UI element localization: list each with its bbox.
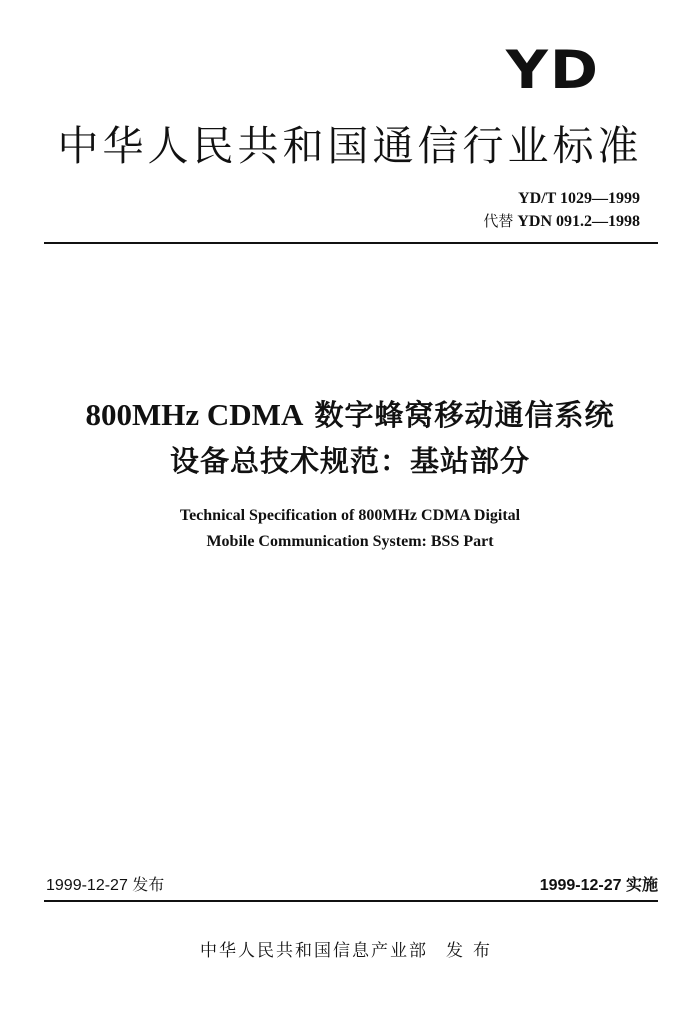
issue-date: 1999-12-27 发布 (46, 877, 165, 894)
top-divider (44, 242, 658, 244)
bottom-divider (44, 900, 658, 902)
title-latin-part: 800MHz CDMA (85, 397, 304, 432)
document-title-en (0, 503, 700, 555)
replaces-label: 代替 (483, 212, 514, 230)
implementation-date: 1999-12-27 实施 (539, 877, 658, 894)
title-cn-part: 数字蜂窝移动通信系统 (314, 398, 615, 432)
document-title-en-line2: Mobile Communication System: BSS Part (206, 533, 494, 550)
replaces-code: YDN 091.2—1998 (517, 213, 640, 230)
document-title-cn-line1 (0, 392, 700, 438)
document-title-en-line1: Technical Specification of 800MHz CDMA Digital (179, 507, 521, 524)
publisher-line (0, 936, 700, 961)
publisher-action: 发布 (446, 941, 500, 961)
standard-code: YD/T 1029—1999 (518, 190, 640, 207)
standard-number-block (483, 188, 640, 233)
document-title-cn (0, 392, 700, 484)
document-title-cn-line2: 设备总技术规范：基站部分 (169, 444, 530, 478)
publisher-name: 中华人民共和国信息产业部 (200, 941, 428, 961)
yd-logo: YD (505, 39, 600, 101)
replaces-line (483, 210, 640, 233)
standard-category-title: 中华人民共和国通信行业标准 (57, 122, 643, 170)
